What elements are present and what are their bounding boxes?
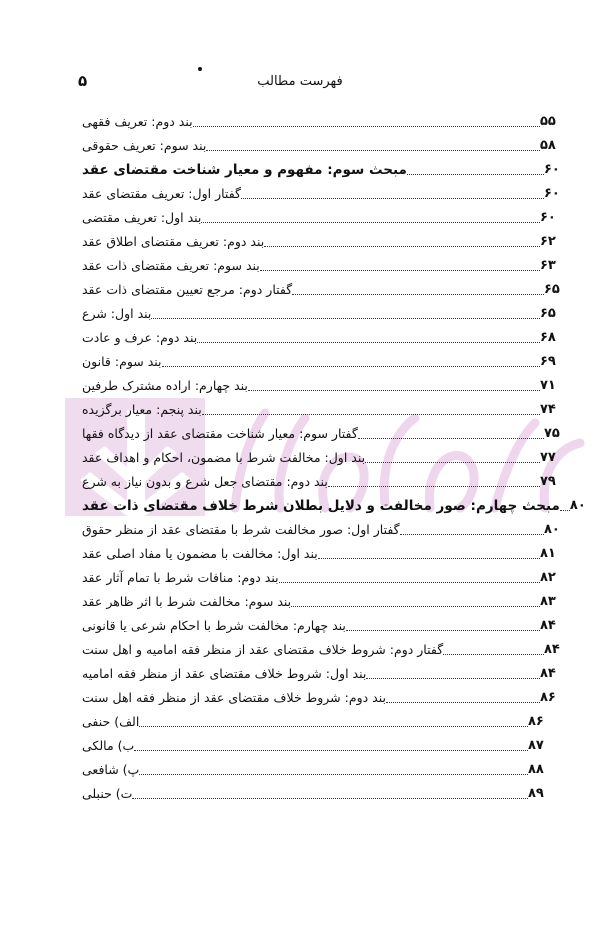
toc-entry-page: ۶۵ [540, 306, 556, 321]
dot-leader [358, 438, 544, 439]
toc-entry[interactable] [80, 180, 572, 204]
toc-entry-page: ۸۰ [569, 498, 586, 513]
toc-entry[interactable] [80, 636, 572, 660]
toc-entry[interactable] [80, 252, 572, 276]
toc-entry-page: ۸۴ [540, 618, 556, 633]
toc-entry[interactable] [80, 756, 572, 780]
toc-entry-page: ۶۰ [544, 186, 560, 201]
toc-entry-title: بند دوم: تعریف فقهی [82, 114, 193, 129]
toc-entry-page: ۸۰ [544, 522, 560, 537]
toc-entry[interactable] [80, 660, 572, 684]
toc-entry-title: بند سوم: قانون [82, 354, 162, 369]
toc-entry[interactable] [80, 324, 572, 348]
table-of-contents [80, 108, 586, 804]
toc-entry[interactable] [80, 156, 572, 180]
toc-entry-title: بند سوم: تعریف حقوقی [82, 138, 207, 153]
dot-leader [241, 198, 544, 199]
toc-entry[interactable] [80, 732, 572, 756]
dot-leader [400, 534, 544, 535]
dot-leader [202, 414, 540, 415]
toc-entry-page: ۷۵ [544, 426, 560, 441]
dot-leader [443, 654, 544, 655]
toc-entry-page: ۶۰ [544, 162, 560, 177]
dot-leader [407, 174, 544, 175]
toc-entry[interactable] [80, 276, 572, 300]
toc-entry-page: ۸۹ [528, 786, 544, 801]
toc-entry-title: گفتار اول: صور مخالفت شرط با مقتضای عقد از منظر حقوق [82, 522, 400, 537]
dot-leader [292, 294, 544, 295]
toc-entry-page: ۶۸ [540, 330, 556, 345]
toc-entry-title: بند اول: شروط خلاف مقتضای عقد از منظر فقه امامیه [82, 666, 367, 681]
toc-entry-page: ۶۵ [544, 282, 560, 297]
dot-leader [560, 510, 570, 511]
toc-entry-page: ۸۴ [544, 642, 560, 657]
toc-entry[interactable] [80, 372, 572, 396]
toc-entry[interactable] [80, 396, 572, 420]
toc-entry[interactable] [80, 684, 572, 708]
toc-entry-page: ۷۱ [540, 378, 556, 393]
dot-leader [134, 750, 528, 751]
toc-entry-page: ۸۶ [528, 714, 544, 729]
toc-entry-title: الف) حنفی [82, 714, 140, 729]
toc-entry-title: بند سوم: مخالفت شرط با اثر ظاهر عقد [82, 594, 292, 609]
toc-entry-title: بند چهارم: مخالفت شرط با احکام شرعی یا قانونی [82, 618, 346, 633]
toc-entry-title: بند اول: شرع [82, 306, 152, 321]
toc-entry-title: بند اول: مخالفت با مضمون یا مفاد اصلی عقد [82, 546, 318, 561]
dot-leader [248, 390, 540, 391]
toc-entry-title: گفتار اول: تعریف مقتضای عقد [82, 186, 241, 201]
dot-leader [139, 726, 528, 727]
toc-entry-title: بند اول: مخالفت شرط با مضمون، احکام و اهداف عقد [82, 450, 366, 465]
toc-entry-page: ۸۲ [540, 570, 556, 585]
dot-leader [197, 342, 540, 343]
toc-entry-page: ۸۸ [528, 762, 544, 777]
toc-entry[interactable] [80, 708, 572, 732]
toc-entry-page: ۶۳ [540, 258, 556, 273]
toc-entry-page: ۷۷ [540, 450, 556, 465]
dot-leader [318, 558, 540, 559]
toc-entry-title: بند سوم: تعریف مقتضای ذات عقد [82, 258, 260, 273]
toc-entry-title: بند دوم: تعریف مقتضای اطلاق عقد [82, 234, 265, 249]
dot-leader [328, 486, 540, 487]
toc-entry[interactable] [80, 516, 572, 540]
toc-entry-title: گفتار دوم: شروط خلاف مقتضای عقد از منظر فقه امامیه و اهل سنت [82, 642, 444, 657]
toc-entry-page: ۸۳ [540, 594, 556, 609]
dot-leader [291, 606, 540, 607]
dot-leader [206, 150, 540, 151]
dot-leader [264, 246, 540, 247]
toc-entry-title: ب) مالکی [82, 738, 135, 753]
toc-entry-title: بند اول: تعریف مقتضی [82, 210, 202, 225]
dot-leader [201, 222, 540, 223]
page-number: ۵ [78, 72, 88, 90]
toc-entry-page: ۶۹ [540, 354, 556, 369]
toc-entry-page: ۸۶ [540, 690, 556, 705]
toc-entry-page: ۵۸ [540, 138, 556, 153]
dot-leader [260, 270, 540, 271]
page-title: فهرست مطالب [257, 74, 343, 89]
toc-entry[interactable] [80, 588, 572, 612]
dot-leader [346, 630, 540, 631]
toc-entry-title: بند دوم: مقتضای جعل شرع و بدون نیاز به شرع [82, 474, 328, 489]
dot-leader [386, 702, 540, 703]
dot-leader [151, 318, 540, 319]
dot-leader [365, 462, 540, 463]
toc-entry-title: گفتار دوم: مرجع تعیین مقتضای ذات عقد [82, 282, 293, 297]
toc-entry-title: بند چهارم: اراده مشترک طرفین [82, 378, 248, 393]
toc-entry-page: ۶۲ [540, 234, 556, 249]
toc-entry-title: بند دوم: عرف و عادت [82, 330, 198, 345]
dot-leader [132, 798, 528, 799]
dot-leader [139, 774, 528, 775]
toc-entry[interactable] [80, 612, 572, 636]
toc-entry[interactable] [80, 348, 572, 372]
dot-leader [279, 582, 540, 583]
scan-dot [198, 67, 202, 71]
toc-entry[interactable] [80, 468, 572, 492]
toc-entry-page: ۸۴ [540, 666, 556, 681]
toc-entry-title: مبحث سوم: مفهوم و معیار شناخت مقتضای عقد [82, 162, 407, 178]
toc-entry-title: بند دوم: منافات شرط با تمام آثار عقد [82, 570, 279, 585]
toc-entry-page: ۶۰ [540, 210, 556, 225]
page-header [0, 72, 600, 96]
toc-entry-title: پ) شافعی [82, 762, 140, 777]
toc-entry[interactable] [80, 132, 572, 156]
toc-entry-title: بند دوم: شروط خلاف مقتضای عقد از منظر فقه اهل سنت [82, 690, 386, 705]
toc-entry-page: ۷۹ [540, 474, 556, 489]
toc-entry[interactable] [80, 564, 572, 588]
toc-entry[interactable] [80, 780, 572, 804]
toc-entry[interactable] [80, 420, 572, 444]
toc-entry-title: گفتار سوم: معیار شناخت مقتضای عقد از دیدگاه فقها [82, 426, 358, 441]
toc-entry[interactable] [80, 204, 572, 228]
dot-leader [162, 366, 540, 367]
toc-entry-title: مبحث چهارم: صور مخالفت و دلایل بطلان شرط خلاف مقتضای ذات عقد [82, 498, 560, 514]
toc-entry-title: بند پنجم: معیار برگزیده [82, 402, 202, 417]
toc-entry-page: ۸۱ [540, 546, 556, 561]
toc-entry[interactable] [80, 540, 572, 564]
toc-entry[interactable] [80, 228, 572, 252]
toc-entry-page: ۸۷ [528, 738, 544, 753]
toc-entry-page: ۵۵ [540, 114, 556, 129]
toc-entry[interactable] [80, 444, 572, 468]
toc-entry[interactable] [80, 108, 572, 132]
toc-entry-title: ت) حنبلی [82, 786, 133, 801]
dot-leader [366, 678, 540, 679]
dot-leader [193, 126, 540, 127]
toc-entry[interactable] [80, 492, 586, 516]
toc-entry-page: ۷۴ [540, 402, 556, 417]
toc-entry[interactable] [80, 300, 572, 324]
